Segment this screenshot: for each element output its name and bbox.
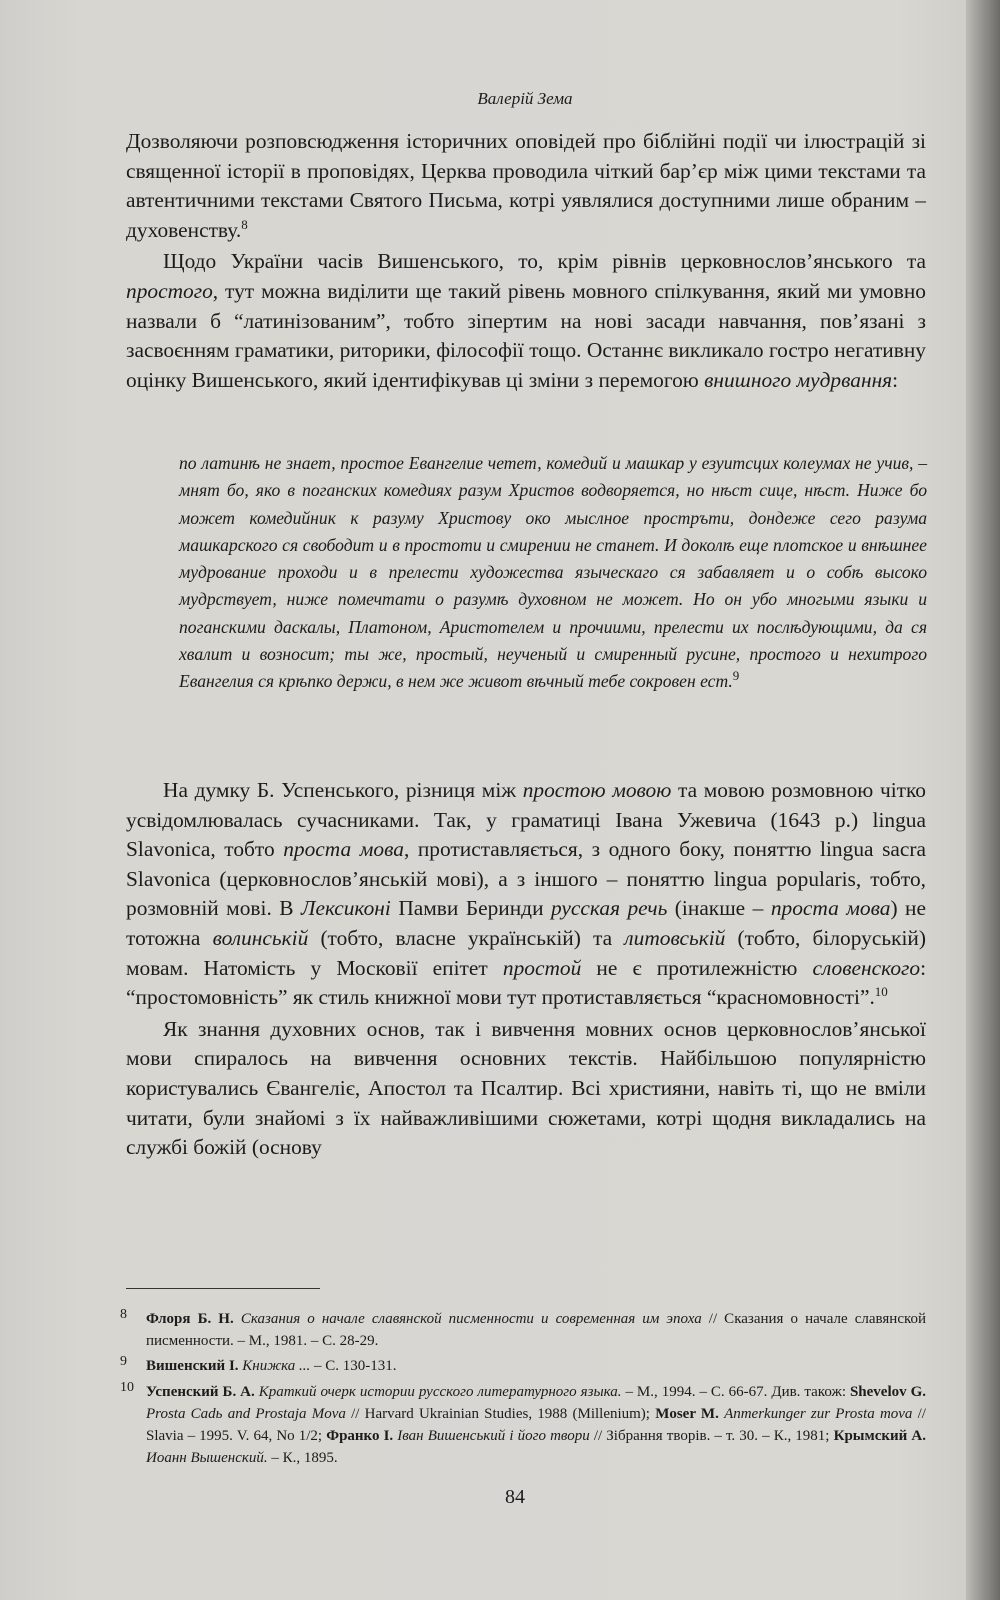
main-text-bottom [126, 776, 926, 1163]
paragraph-2: Щодо України часів Вишенського, то, крім рівнів церковнослов’янського та простого, тут можна виділити ще такий рівень мовного спілкування, який ми умовно назвали б “латинізованим”, тобто зіпертим на нові засади навчання, пов’язані з засвоєнням граматики, риторики, філософії тощо. Останнє викликало гостро негативну оцінку Вишенського, який ідентифікував ці зміни з перемогою внишного мудрвання: [126, 249, 926, 392]
paragraph-4: Як знання духовних основ, так і вивчення мовних основ церковнослов’янської мови спиралось на вивчення основних текстів. Найбільшою популярністю користувались Євангеліє, Апостол та Псалтир. Всі християни, навіть ті, що не вміли читати, були знайомі з їх найважливішими сюжетами, котрі щодня викладались на службі божій (основу [126, 1016, 926, 1160]
footnote-8: 8 Флоря Б. Н. Сказания о начале славянской писменности и современная им эпоха // Сказания о начале славянской писменности. – М., 1981. – С. 28-29. [126, 1308, 926, 1352]
footnote-ref-9: 9 [732, 668, 740, 684]
footnote-number: 10 [120, 1380, 134, 1395]
footnote-10: 10 Успенский Б. А. Краткий очерк истории русского литературного языка. – М., 1994. – С. 66-67. Див. також: Shevelov G. Prosta Cadь and Prostaja Mova // Harvard Ukrainian Studies, 1988 (Millenium); Moser M. Anmerkunger zur Prosta mova // Slavia – 1995. V. 64, No 1/2; Франко І. Іван Вишенський і його твори // Зібрання творів. – т. 30. – К., 1981; Крымский А. Иоанн Вышенский. – К., 1895. [126, 1381, 926, 1469]
footnote-ref-10: 10 [874, 984, 888, 1000]
footnote-9: 9 Вишенский І. Книжка ... – С. 130-131. [126, 1355, 926, 1377]
footnote-divider [126, 1288, 320, 1289]
footnote-ref-8: 8 [241, 216, 248, 232]
running-header [0, 89, 1000, 109]
footnote-number: 8 [120, 1307, 127, 1322]
footnote-number: 9 [120, 1354, 127, 1369]
header-author: Валерій Зема [477, 89, 573, 108]
main-text-top [126, 127, 926, 395]
paragraph-3: На думку Б. Успенського, різниця між простою мовою та мовою розмовною чітко усвідомлювалась сучасниками. Так, у граматиці Івана Ужевича (1643 р.) lingua Slavonica, тобто проста мова, протиставляється, з одного боку, поняттю lingua sacra Slavonica (церковнослов’янській мові), а з іншого – поняттю lingua popularis, тобто, розмовній мові. В Лексиконі Памви Беринди русская речь (інакше – проста мова) не тотожна волинській (тобто, власне українській) та литовській (тобто, білоруській) мовам. Натомість у Московії епітет простой не є протилежністю словенского: “простомовність” як стиль книжної мови тут протиставляється “красномовності”.$^{10}$ [126, 778, 927, 1010]
block-quote: по латинѣ не знает, простое Евангелие четет, комедий и машкар у езуитсцих колеумах не учив, – мнят бо, яко в поганских комедиях разум Христов водворяется, но нѣст сице, нѣст. Ниже бо может комедийник к разуму Христову око мыслное простръти, дондеже сего разума машкарского ся свободит и в простоти и смирении не станет. И доколѣ еще плотское и внѣшнее мудрование проходи и в прелести художества языческаго ся забавляет и о собѣ высоко мудрствует, ниже помечтати о разумѣ духовном не может. Но он убо многыми языки и поганскими даскалы, Платоном, Аристотелем и прочиими, прелести их послѣдующими, да ся хвалит и возносит; ты же, простый, неученый и смиренный русине, простого и нехитрого Евангелия ся крѣпко держи, в нем же живот вѣчный тебе сокровен ест.$^9$ [179, 453, 927, 692]
page-number: 84 [505, 1486, 525, 1508]
book-binding-shadow [966, 0, 1000, 1600]
paragraph-1: Дозволяючи розповсюдження історичних оповідей про біблійні події чи ілюстрацій зі священної історії в проповідях, Церква проводила чіткий бар’єр між цими текстами та автентичними текстами Святого Письма, котрі уявлялися доступними лише обраним – духовенству.$^8$ [126, 129, 926, 242]
